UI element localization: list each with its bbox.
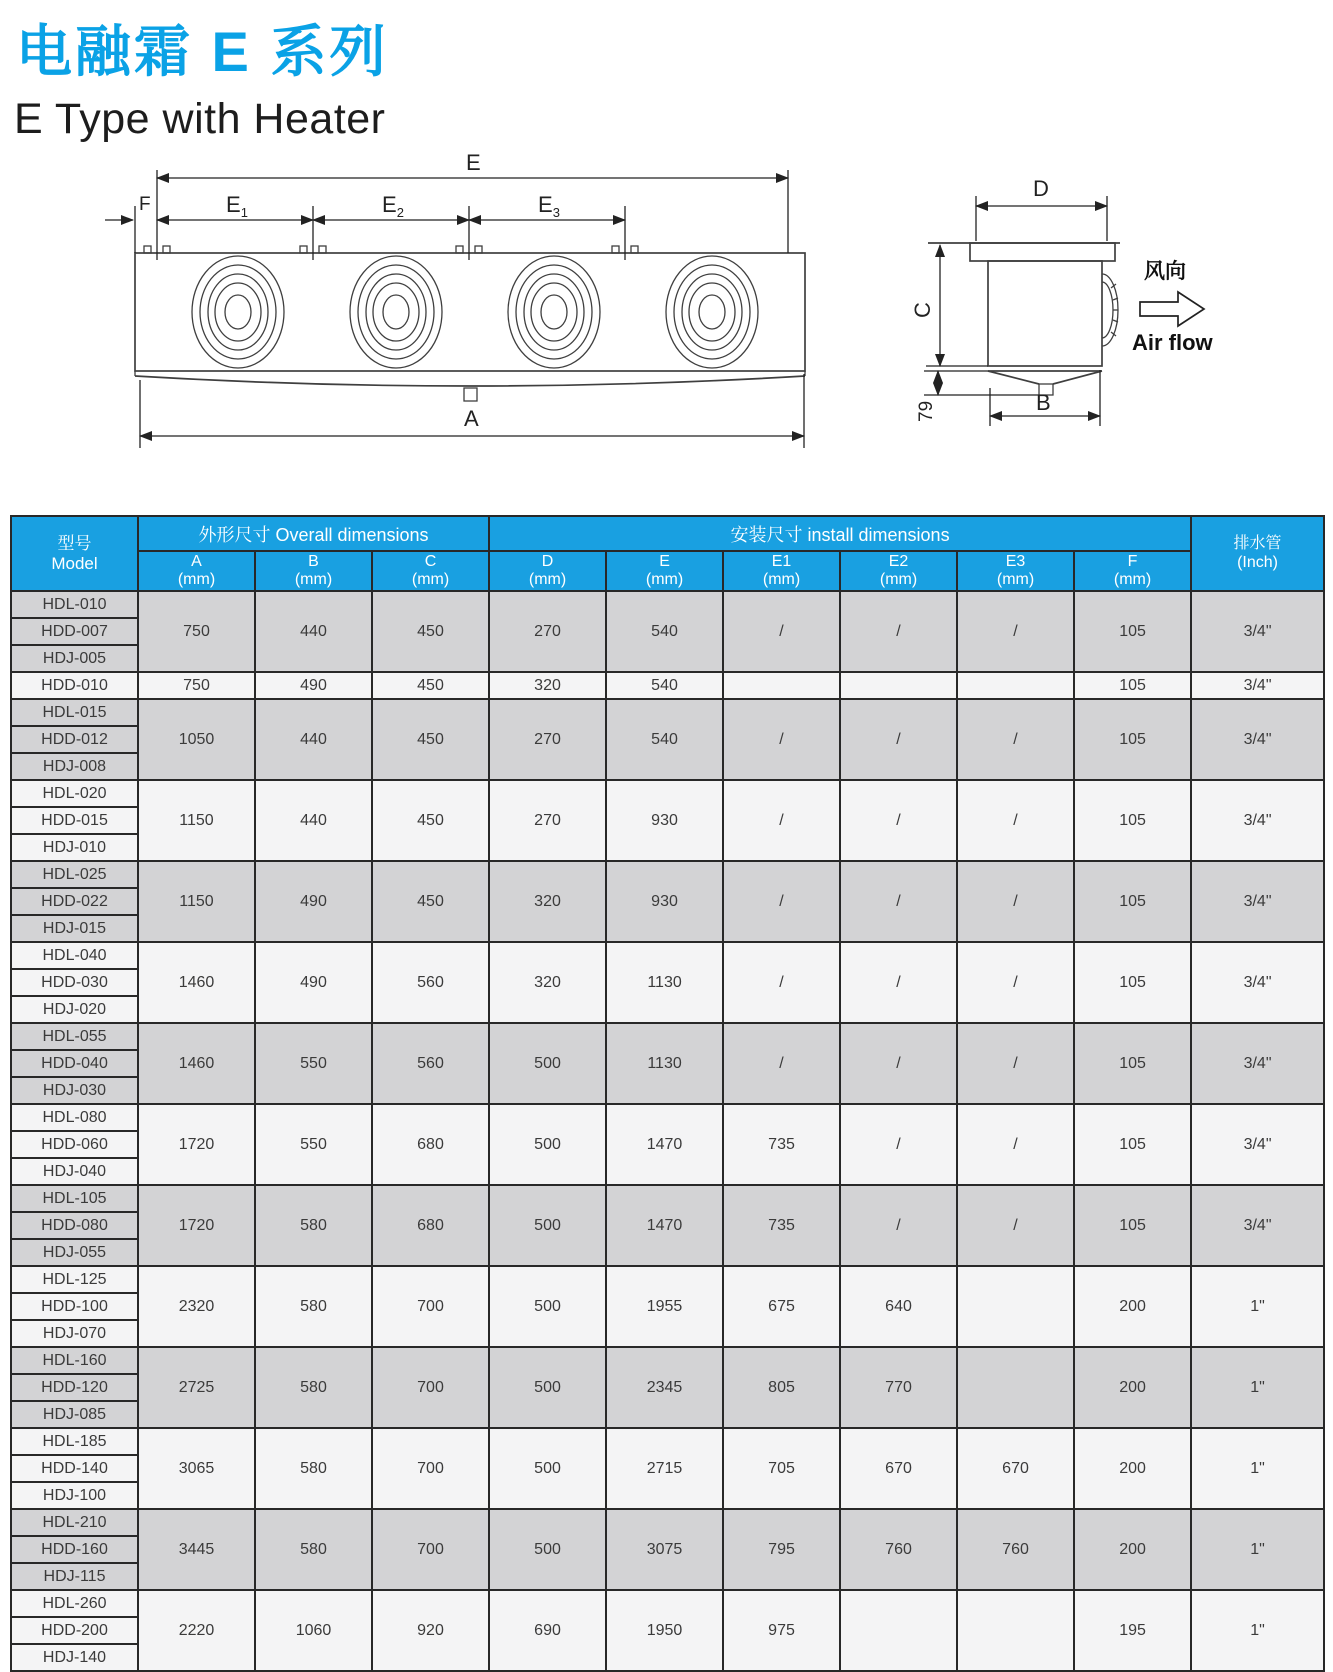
value-cell: 1720 bbox=[138, 1185, 255, 1266]
model-cell: HDJ-140 bbox=[11, 1644, 138, 1671]
value-cell: 200 bbox=[1074, 1266, 1191, 1347]
model-cell: HDD-010 bbox=[11, 672, 138, 699]
value-cell: / bbox=[957, 1185, 1074, 1266]
model-cell: HDL-010 bbox=[11, 591, 138, 618]
value-cell: 270 bbox=[489, 699, 606, 780]
value-cell bbox=[840, 1590, 957, 1671]
value-cell: 580 bbox=[255, 1428, 372, 1509]
value-cell: 705 bbox=[723, 1428, 840, 1509]
value-cell: 700 bbox=[372, 1347, 489, 1428]
value-cell bbox=[957, 672, 1074, 699]
drain-cell: 3/4" bbox=[1191, 591, 1324, 672]
value-cell: 700 bbox=[372, 1428, 489, 1509]
value-cell: 320 bbox=[489, 672, 606, 699]
column-header-drain bbox=[1191, 516, 1324, 591]
dimension-diagram-svg bbox=[100, 148, 1230, 453]
drain-cell: 1" bbox=[1191, 1347, 1324, 1428]
table-row bbox=[11, 591, 1324, 618]
value-cell: 500 bbox=[489, 1266, 606, 1347]
value-cell: 105 bbox=[1074, 1023, 1191, 1104]
table-row bbox=[11, 942, 1324, 969]
value-cell: 105 bbox=[1074, 861, 1191, 942]
drain-header-cn: 排水管 bbox=[1233, 535, 1282, 553]
value-cell: 700 bbox=[372, 1509, 489, 1590]
model-cell: HDJ-005 bbox=[11, 645, 138, 672]
value-cell: / bbox=[840, 699, 957, 780]
dimensions-table bbox=[10, 515, 1325, 1672]
dim-label-E2: $E_2$ bbox=[382, 192, 404, 220]
model-cell: HDJ-115 bbox=[11, 1563, 138, 1590]
value-cell: 760 bbox=[957, 1509, 1074, 1590]
value-cell: 105 bbox=[1074, 942, 1191, 1023]
value-cell: 3065 bbox=[138, 1428, 255, 1509]
drain-cell: 1" bbox=[1191, 1266, 1324, 1347]
value-cell: 105 bbox=[1074, 1185, 1191, 1266]
value-cell: 2320 bbox=[138, 1266, 255, 1347]
value-cell: 1950 bbox=[606, 1590, 723, 1671]
value-cell: 770 bbox=[840, 1347, 957, 1428]
model-cell: HDJ-085 bbox=[11, 1401, 138, 1428]
model-cell: HDL-055 bbox=[11, 1023, 138, 1050]
value-cell: 1955 bbox=[606, 1266, 723, 1347]
dim-label-F: F bbox=[139, 194, 151, 215]
model-cell: HDD-012 bbox=[11, 726, 138, 753]
group-header-overall: 外形尺寸 Overall dimensions bbox=[138, 516, 489, 551]
model-cell: HDJ-070 bbox=[11, 1320, 138, 1347]
model-cell: HDL-015 bbox=[11, 699, 138, 726]
value-cell: 675 bbox=[723, 1266, 840, 1347]
drain-cell: 1" bbox=[1191, 1590, 1324, 1671]
model-cell: HDD-160 bbox=[11, 1536, 138, 1563]
value-cell: 540 bbox=[606, 591, 723, 672]
column-header-E: E (mm) bbox=[606, 551, 723, 591]
model-cell: HDL-185 bbox=[11, 1428, 138, 1455]
side-body-outline bbox=[988, 261, 1102, 366]
value-cell: 500 bbox=[489, 1509, 606, 1590]
table-row bbox=[11, 1185, 1324, 1212]
dim-label-E3: $E_3$ bbox=[538, 192, 560, 220]
value-cell: 2725 bbox=[138, 1347, 255, 1428]
value-cell: 580 bbox=[255, 1185, 372, 1266]
model-cell: HDD-100 bbox=[11, 1293, 138, 1320]
value-cell: 540 bbox=[606, 699, 723, 780]
value-cell: / bbox=[957, 780, 1074, 861]
value-cell: 1470 bbox=[606, 1104, 723, 1185]
model-cell: HDD-030 bbox=[11, 969, 138, 996]
table-row bbox=[11, 1428, 1324, 1455]
airflow-label-en: Air flow bbox=[1132, 330, 1213, 355]
value-cell: 560 bbox=[372, 1023, 489, 1104]
technical-drawing bbox=[100, 148, 1230, 453]
table-body bbox=[11, 591, 1324, 1671]
drain-cell: 3/4" bbox=[1191, 780, 1324, 861]
value-cell: / bbox=[840, 1104, 957, 1185]
model-header-en: Model bbox=[51, 553, 98, 573]
column-header-model bbox=[11, 516, 138, 591]
table-row bbox=[11, 1347, 1324, 1374]
value-cell: / bbox=[723, 1023, 840, 1104]
model-cell: HDL-260 bbox=[11, 1590, 138, 1617]
value-cell: 450 bbox=[372, 780, 489, 861]
value-cell: / bbox=[723, 861, 840, 942]
value-cell: / bbox=[840, 861, 957, 942]
value-cell: 640 bbox=[840, 1266, 957, 1347]
drain-cell: 1" bbox=[1191, 1428, 1324, 1509]
value-cell: 805 bbox=[723, 1347, 840, 1428]
model-cell: HDJ-010 bbox=[11, 834, 138, 861]
value-cell: 500 bbox=[489, 1428, 606, 1509]
value-cell: / bbox=[723, 591, 840, 672]
model-cell: HDL-080 bbox=[11, 1104, 138, 1131]
value-cell: 2345 bbox=[606, 1347, 723, 1428]
table-row bbox=[11, 1590, 1324, 1617]
value-cell: 920 bbox=[372, 1590, 489, 1671]
value-cell: 270 bbox=[489, 780, 606, 861]
value-cell: 270 bbox=[489, 591, 606, 672]
model-cell: HDD-200 bbox=[11, 1617, 138, 1644]
model-cell: HDD-007 bbox=[11, 618, 138, 645]
model-cell: HDD-022 bbox=[11, 888, 138, 915]
value-cell: 1150 bbox=[138, 780, 255, 861]
model-cell: HDD-060 bbox=[11, 1131, 138, 1158]
table-row bbox=[11, 672, 1324, 699]
value-cell: / bbox=[840, 591, 957, 672]
fan-2 bbox=[350, 256, 442, 368]
drain-cell: 3/4" bbox=[1191, 942, 1324, 1023]
value-cell: 670 bbox=[957, 1428, 1074, 1509]
value-cell: 105 bbox=[1074, 591, 1191, 672]
value-cell bbox=[723, 672, 840, 699]
value-cell: 1130 bbox=[606, 1023, 723, 1104]
column-header-E3: E3 (mm) bbox=[957, 551, 1074, 591]
value-cell: 500 bbox=[489, 1104, 606, 1185]
drain-cell: 3/4" bbox=[1191, 1185, 1324, 1266]
column-header-D: D (mm) bbox=[489, 551, 606, 591]
table-row bbox=[11, 1266, 1324, 1293]
table-row bbox=[11, 1023, 1324, 1050]
value-cell: / bbox=[957, 1023, 1074, 1104]
model-cell: HDL-025 bbox=[11, 861, 138, 888]
value-cell: 550 bbox=[255, 1023, 372, 1104]
column-header-F: F (mm) bbox=[1074, 551, 1191, 591]
mounting-tabs bbox=[144, 246, 638, 253]
value-cell: 735 bbox=[723, 1185, 840, 1266]
value-cell: 670 bbox=[840, 1428, 957, 1509]
value-cell: 680 bbox=[372, 1104, 489, 1185]
model-cell: HDJ-100 bbox=[11, 1482, 138, 1509]
value-cell: 930 bbox=[606, 780, 723, 861]
value-cell: 560 bbox=[372, 942, 489, 1023]
fan-3 bbox=[508, 256, 600, 368]
value-cell: 1130 bbox=[606, 942, 723, 1023]
model-cell: HDJ-015 bbox=[11, 915, 138, 942]
value-cell: 450 bbox=[372, 591, 489, 672]
dim-label-B: B bbox=[1036, 390, 1051, 415]
value-cell: 490 bbox=[255, 861, 372, 942]
model-cell: HDD-120 bbox=[11, 1374, 138, 1401]
value-cell: 1050 bbox=[138, 699, 255, 780]
value-cell: 105 bbox=[1074, 780, 1191, 861]
value-cell: 550 bbox=[255, 1104, 372, 1185]
drain-cell: 3/4" bbox=[1191, 861, 1324, 942]
dim-label-E: E bbox=[466, 150, 481, 175]
page-title-cn: 电融霜 E 系列 bbox=[16, 20, 389, 83]
value-cell: 200 bbox=[1074, 1509, 1191, 1590]
drain-cell: 3/4" bbox=[1191, 672, 1324, 699]
unit-body-outline bbox=[135, 253, 805, 371]
value-cell: 1150 bbox=[138, 861, 255, 942]
value-cell: 450 bbox=[372, 861, 489, 942]
value-cell: 105 bbox=[1074, 1104, 1191, 1185]
model-cell: HDL-125 bbox=[11, 1266, 138, 1293]
value-cell: 1470 bbox=[606, 1185, 723, 1266]
value-cell: 200 bbox=[1074, 1428, 1191, 1509]
value-cell: 440 bbox=[255, 591, 372, 672]
model-cell: HDL-040 bbox=[11, 942, 138, 969]
model-cell: HDJ-055 bbox=[11, 1239, 138, 1266]
value-cell: 200 bbox=[1074, 1347, 1191, 1428]
column-header-E2: E2 (mm) bbox=[840, 551, 957, 591]
value-cell: / bbox=[723, 942, 840, 1023]
value-cell: 700 bbox=[372, 1266, 489, 1347]
value-cell: 690 bbox=[489, 1590, 606, 1671]
value-cell: / bbox=[957, 1104, 1074, 1185]
value-cell bbox=[840, 672, 957, 699]
value-cell: 105 bbox=[1074, 699, 1191, 780]
value-cell: 490 bbox=[255, 942, 372, 1023]
value-cell: 580 bbox=[255, 1347, 372, 1428]
value-cell: / bbox=[840, 780, 957, 861]
drain-cell: 1" bbox=[1191, 1509, 1324, 1590]
value-cell: 500 bbox=[489, 1347, 606, 1428]
value-cell: 440 bbox=[255, 780, 372, 861]
airflow-arrow-icon bbox=[1140, 292, 1204, 326]
drain-cell: 3/4" bbox=[1191, 1023, 1324, 1104]
value-cell: 1060 bbox=[255, 1590, 372, 1671]
drain-pan-curve bbox=[135, 376, 805, 386]
model-cell: HDJ-040 bbox=[11, 1158, 138, 1185]
value-cell: / bbox=[840, 1185, 957, 1266]
side-fan-grill bbox=[1102, 274, 1118, 346]
value-cell: 105 bbox=[1074, 672, 1191, 699]
value-cell: 750 bbox=[138, 591, 255, 672]
value-cell: / bbox=[957, 942, 1074, 1023]
value-cell: 2715 bbox=[606, 1428, 723, 1509]
value-cell: 975 bbox=[723, 1590, 840, 1671]
dim-label-D: D bbox=[1033, 176, 1049, 201]
table-header bbox=[11, 516, 1324, 591]
column-header-E1: E1 (mm) bbox=[723, 551, 840, 591]
table-row bbox=[11, 861, 1324, 888]
value-cell: 735 bbox=[723, 1104, 840, 1185]
side-view bbox=[910, 176, 1214, 426]
value-cell bbox=[957, 1590, 1074, 1671]
value-cell: 1460 bbox=[138, 942, 255, 1023]
table-row bbox=[11, 1509, 1324, 1536]
page-title-en: E Type with Heater bbox=[14, 95, 386, 143]
dim-label-C: C bbox=[910, 302, 935, 318]
value-cell: 930 bbox=[606, 861, 723, 942]
value-cell: 500 bbox=[489, 1185, 606, 1266]
fan-4 bbox=[666, 256, 758, 368]
model-cell: HDD-080 bbox=[11, 1212, 138, 1239]
value-cell: 3075 bbox=[606, 1509, 723, 1590]
value-cell: 450 bbox=[372, 699, 489, 780]
model-cell: HDJ-030 bbox=[11, 1077, 138, 1104]
value-cell: 450 bbox=[372, 672, 489, 699]
group-header-install: 安装尺寸 install dimensions bbox=[489, 516, 1191, 551]
model-cell: HDD-040 bbox=[11, 1050, 138, 1077]
table-row bbox=[11, 699, 1324, 726]
value-cell: / bbox=[957, 699, 1074, 780]
value-cell: / bbox=[957, 591, 1074, 672]
value-cell: 750 bbox=[138, 672, 255, 699]
model-cell: HDL-160 bbox=[11, 1347, 138, 1374]
value-cell: 760 bbox=[840, 1509, 957, 1590]
fan-1 bbox=[192, 256, 284, 368]
drain-cell: 3/4" bbox=[1191, 699, 1324, 780]
table-row bbox=[11, 780, 1324, 807]
drain-nub bbox=[464, 388, 477, 401]
value-cell bbox=[957, 1266, 1074, 1347]
value-cell: / bbox=[723, 780, 840, 861]
model-cell: HDL-210 bbox=[11, 1509, 138, 1536]
dim-label-A: A bbox=[464, 406, 479, 431]
value-cell bbox=[957, 1347, 1074, 1428]
fan-grilles bbox=[192, 256, 758, 368]
value-cell: 680 bbox=[372, 1185, 489, 1266]
value-cell: 1720 bbox=[138, 1104, 255, 1185]
value-cell: 490 bbox=[255, 672, 372, 699]
value-cell: 580 bbox=[255, 1509, 372, 1590]
value-cell: / bbox=[723, 699, 840, 780]
dim-label-79: 79 bbox=[916, 400, 937, 422]
value-cell: 320 bbox=[489, 861, 606, 942]
value-cell: 3445 bbox=[138, 1509, 255, 1590]
model-cell: HDD-140 bbox=[11, 1455, 138, 1482]
model-cell: HDJ-008 bbox=[11, 753, 138, 780]
value-cell: 1460 bbox=[138, 1023, 255, 1104]
value-cell: 2220 bbox=[138, 1590, 255, 1671]
drain-cell: 3/4" bbox=[1191, 1104, 1324, 1185]
column-header-B: B (mm) bbox=[255, 551, 372, 591]
airflow-label-cn: 风向 bbox=[1144, 260, 1186, 283]
model-cell: HDD-015 bbox=[11, 807, 138, 834]
dim-label-E1: $E_1$ bbox=[226, 192, 248, 220]
value-cell: / bbox=[840, 1023, 957, 1104]
value-cell: 195 bbox=[1074, 1590, 1191, 1671]
value-cell: 320 bbox=[489, 942, 606, 1023]
top-flange bbox=[970, 243, 1115, 261]
model-cell: HDL-105 bbox=[11, 1185, 138, 1212]
value-cell: / bbox=[840, 942, 957, 1023]
value-cell: / bbox=[957, 861, 1074, 942]
front-view bbox=[105, 150, 805, 448]
value-cell: 795 bbox=[723, 1509, 840, 1590]
model-header-cn: 型号 bbox=[57, 533, 92, 553]
value-cell: 540 bbox=[606, 672, 723, 699]
value-cell: 500 bbox=[489, 1023, 606, 1104]
model-cell: HDJ-020 bbox=[11, 996, 138, 1023]
drain-header-unit: (Inch) bbox=[1237, 553, 1278, 571]
column-header-C: C (mm) bbox=[372, 551, 489, 591]
table-row bbox=[11, 1104, 1324, 1131]
column-header-A: A (mm) bbox=[138, 551, 255, 591]
value-cell: 580 bbox=[255, 1266, 372, 1347]
value-cell: 440 bbox=[255, 699, 372, 780]
model-cell: HDL-020 bbox=[11, 780, 138, 807]
